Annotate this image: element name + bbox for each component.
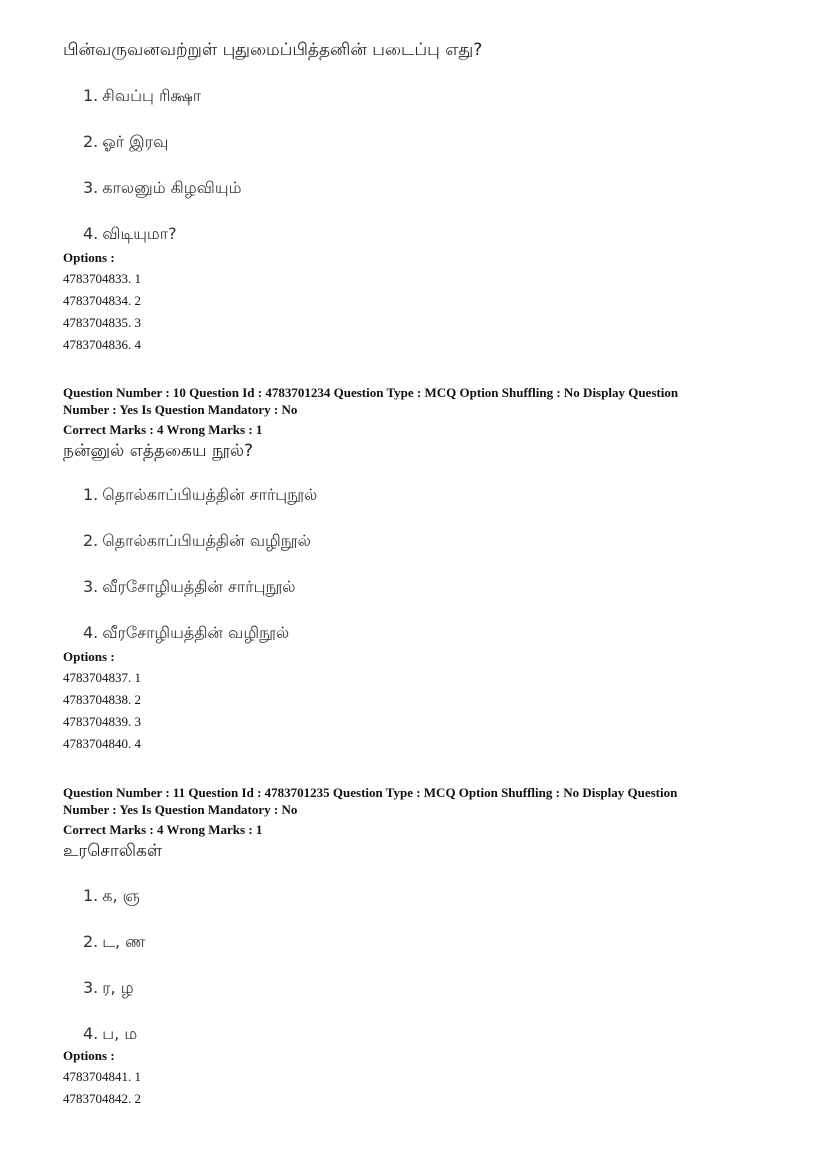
option-id: 4783704834. 2 xyxy=(63,293,141,308)
option-id: 4783704839. 3 xyxy=(63,714,141,729)
choice-item: 4. விடியுமா? xyxy=(83,224,177,243)
question-meta: Question Number : 10 Question Id : 4783701234 Question Type : MCQ Option Shuffling : No Display Question Number : Yes Is Question Mandatory : No Correct Marks : 4 Wrong Marks : 1 xyxy=(63,385,679,437)
choice-item: 1. சிவப்பு ரிக்ஷா xyxy=(83,86,202,105)
choice-item: 2. ஓர் இரவு xyxy=(83,132,169,151)
question-text: உரசொலிகள் xyxy=(63,841,163,861)
question-meta: Question Number : 11 Question Id : 4783701235 Question Type : MCQ Option Shuffling : No Display Question Number : Yes Is Question Mandatory : No Correct Marks : 4 Wrong Marks : 1 xyxy=(63,785,678,837)
choice-item: 3. வீரசோழியத்தின் சார்புநூல் xyxy=(83,577,296,596)
option-id: 4783704835. 3 xyxy=(63,315,141,330)
options-label: Options : xyxy=(63,649,115,664)
option-id: 4783704842. 2 xyxy=(63,1091,141,1106)
option-id: 4783704841. 1 xyxy=(63,1069,141,1084)
question-text: பின்வருவனவற்றுள் புதுமைப்பித்தனின் படைப்பு எது? xyxy=(63,40,483,60)
choice-item: 1. தொல்காப்பியத்தின் சார்புநூல் xyxy=(83,485,318,504)
option-id: 4783704836. 4 xyxy=(63,337,141,352)
choice-item: 4. ப, ம xyxy=(83,1024,138,1043)
choice-item: 1. க, ஞ xyxy=(83,886,140,905)
option-id: 4783704840. 4 xyxy=(63,736,141,751)
choice-item: 3. ர, ழ xyxy=(83,978,134,997)
choice-item: 4. வீரசோழியத்தின் வழிநூல் xyxy=(83,623,290,642)
options-label: Options : xyxy=(63,1048,115,1063)
option-id: 4783704837. 1 xyxy=(63,670,141,685)
options-label: Options : xyxy=(63,250,115,265)
choice-item: 3. காலனும் கிழவியும் xyxy=(83,178,242,197)
option-id: 4783704833. 1 xyxy=(63,271,141,286)
choice-item: 2. ட, ண xyxy=(83,932,146,951)
choice-item: 2. தொல்காப்பியத்தின் வழிநூல் xyxy=(83,531,311,550)
option-id: 4783704838. 2 xyxy=(63,692,141,707)
question-text: நன்னுல் எத்தகைய நூல்? xyxy=(63,441,253,461)
